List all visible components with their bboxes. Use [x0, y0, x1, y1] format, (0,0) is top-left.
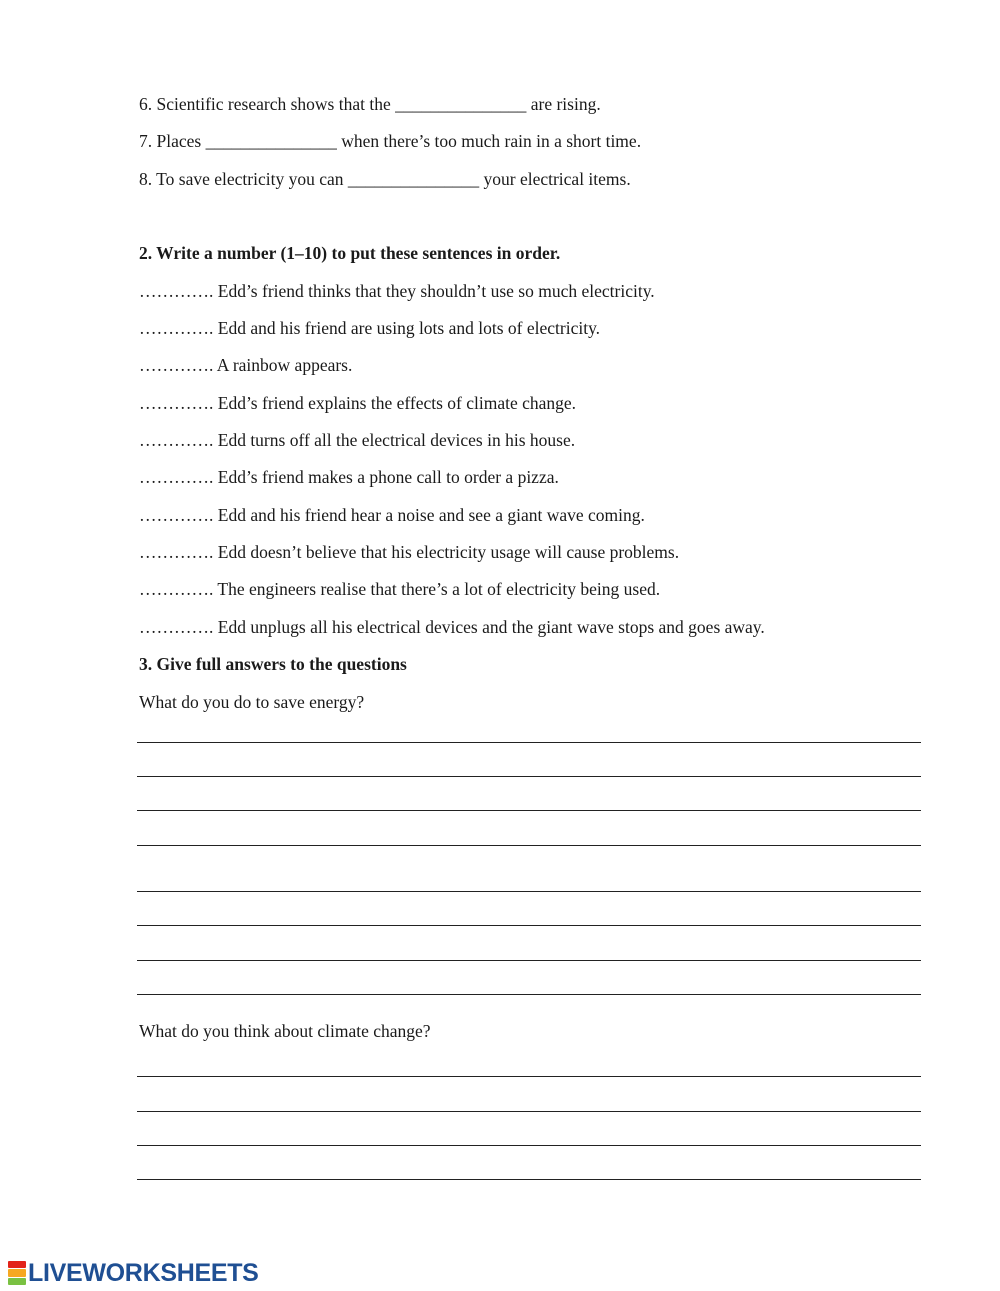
answer-line[interactable]: [137, 810, 921, 811]
answer-line[interactable]: [137, 994, 921, 995]
question-1: What do you do to save energy?: [139, 692, 365, 712]
answer-line[interactable]: [137, 1111, 921, 1112]
answer-line[interactable]: [137, 1179, 921, 1180]
answer-line[interactable]: [137, 1076, 921, 1077]
order-item: …………. Edd doesn’t believe that his electricity usage will cause problems.: [139, 542, 680, 562]
answer-line[interactable]: [137, 1145, 921, 1146]
logo-badge-icon: [8, 1261, 26, 1285]
order-item: …………. Edd unplugs all his electrical devices and the giant wave stops and goes away.: [139, 617, 765, 637]
order-item: …………. Edd’s friend thinks that they shouldn’t use so much electricity.: [139, 281, 655, 301]
logo-text: LIVEWORKSHEETS: [28, 1259, 259, 1287]
section-3-heading: 3. Give full answers to the questions: [139, 654, 407, 674]
order-item: …………. A rainbow appears.: [139, 355, 353, 375]
answer-line[interactable]: [137, 742, 921, 743]
sentence-8: 8. To save electricity you can _______________ your electrical items.: [139, 169, 631, 189]
order-item: …………. Edd and his friend are using lots and lots of electricity.: [139, 318, 601, 338]
answer-line[interactable]: [137, 925, 921, 926]
logo-badge-stripe: [8, 1269, 26, 1276]
logo-badge-stripe: [8, 1261, 26, 1268]
order-item: …………. Edd’s friend explains the effects of climate change.: [139, 393, 577, 413]
answer-line[interactable]: [137, 960, 921, 961]
answer-line[interactable]: [137, 891, 921, 892]
answer-line[interactable]: [137, 776, 921, 777]
question-2: What do you think about climate change?: [139, 1021, 431, 1041]
answer-line[interactable]: [137, 845, 921, 846]
order-item: …………. Edd’s friend makes a phone call to order a pizza.: [139, 467, 559, 487]
logo-badge-stripe: [8, 1278, 26, 1285]
section-2-heading: 2. Write a number (1–10) to put these sentences in order.: [139, 243, 561, 263]
sentence-7: 7. Places _______________ when there’s too much rain in a short time.: [139, 131, 642, 151]
order-item: …………. Edd and his friend hear a noise and see a giant wave coming.: [139, 505, 645, 525]
order-item: …………. Edd turns off all the electrical devices in his house.: [139, 430, 576, 450]
order-item: …………. The engineers realise that there’s a lot of electricity being used.: [139, 579, 661, 599]
liveworksheets-logo: [8, 1259, 259, 1287]
sentence-6: 6. Scientific research shows that the _______________ are rising.: [139, 94, 601, 114]
